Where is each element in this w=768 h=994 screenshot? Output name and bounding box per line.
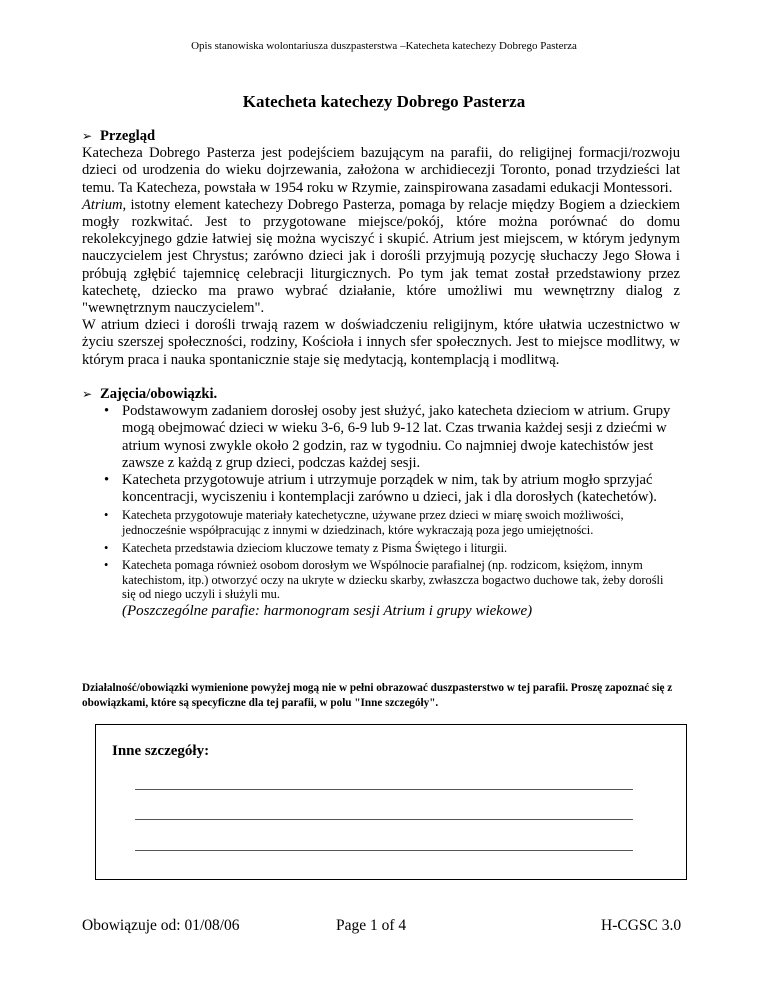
bullet-dot-icon: • — [104, 558, 109, 573]
duties-section — [82, 386, 680, 620]
duties-heading-label: Zajęcia/obowiązki. — [100, 386, 218, 402]
list-item: • Katecheta pomaga również osobom dorosłym we Wspólnocie parafialnej (np. rodzicom, księżom, innym katechistom, itp.) otworzyć oczy na ukryte w dziecku skarby, zwłaszcza bogactwo duchowe tak, żeby dorośli się od niego uczyli i służyli mu. — [104, 558, 664, 602]
running-header: Opis stanowiska wolontariusza duszpasterstwa –Katecheta katechezy Dobrego Pasterza — [191, 40, 577, 52]
list-item: • Katecheta przygotowuje materiały katechetyczne, używane przez dzieci w miarę swoich możliwości, jednocześnie współpracując z innymi w dziedzinach, które wykraczają poza jego umiejętności. — [104, 508, 624, 538]
overview-heading — [82, 128, 680, 145]
overview-paragraph-2 — [82, 197, 680, 317]
bullet-dot-icon: • — [104, 540, 109, 555]
duties-list — [82, 403, 680, 602]
details-line-1[interactable] — [135, 789, 633, 790]
bullet-dot-icon: • — [104, 403, 110, 420]
other-details-box — [95, 724, 687, 880]
list-item: • Katecheta przedstawia dzieciom kluczowe tematy z Pisma Świętego i liturgii. — [104, 540, 508, 555]
bullet-dot-icon: • — [104, 472, 110, 489]
footer-page-number: Page 1 of 4 — [336, 917, 407, 934]
other-details-label: Inne szczegóły: — [112, 743, 210, 759]
bullet-dot-icon: • — [104, 508, 109, 523]
list-item: • Podstawowym zadaniem dorosłej osoby jest służyć, jako katecheta dzieciom w atrium. Grupy mogą obejmować dzieci w wieku 3-6, 6-9 lub 9-12 lat. Czas trwania każdej sesji z dziećmi w atrium wynosi zwykle około 2 godzin, raz w tygodniu. Co najmniej dwoje katechistów jest zawsze z każdą z grup dzieci, podczas każdej sesji. — [104, 403, 671, 471]
page-title: Katecheta katechezy Dobrego Pasterza — [242, 92, 526, 111]
arrow-icon: ➢ — [82, 387, 93, 401]
details-line-2[interactable] — [135, 819, 633, 820]
footer-doc-code: H-CGSC 3.0 — [601, 917, 682, 934]
overview-section — [82, 128, 680, 369]
disclaimer-text: Działalność/obowiązki wymienione powyżej mogą nie w pełni obrazować duszpasterstwo w tej parafii. Proszę zapoznać się z obowiązkami, które są specyficzne dla tej parafii, w polu "Inne szczegóły". — [82, 682, 673, 709]
parish-schedule-note: (Poszczególne parafie: harmonogram sesji Atrium i grupy wiekowe) — [122, 602, 533, 619]
details-line-3[interactable] — [135, 850, 633, 851]
arrow-icon: ➢ — [82, 129, 93, 143]
atrium-term: Atrium — [82, 196, 123, 213]
footer-effective-date: Obowiązuje od: 01/08/06 — [82, 917, 240, 934]
overview-heading-label: Przegląd — [100, 128, 156, 144]
list-item: • Katecheta przygotowuje atrium i utrzymuje porządek w nim, tak by atrium mogło sprzyjać koncentracji, wyciszeniu i kontemplacji zarówno u dzieci, jak i dla dorosłych (katechetów). — [104, 472, 657, 506]
overview-paragraph-1: Katecheza Dobrego Pasterza jest podejściem bazującym na parafii, do religijnej formacji/rozwoju dzieci od urodzenia do wieku dojrzewania, założona w archidiecezji Toronto, ponad trzydzieści lat temu. Ta Katecheza, powstała w 1954 roku w Rzymie, zainspirowana zasadami edukacji Montessori. — [82, 145, 680, 196]
overview-paragraph-2-text: , istotny element katechezy Dobrego Pasterza, pomaga by relacje między Bogiem a dzieckiem mogły rozkwitać. Jest to przygotowane miejsce/pokój, które można porównać do domu rekolekcyjnego gdzie łatwiej się można wyciszyć i skupić. Atrium jest miejscem, w którym jedynym nauczycielem jest Chrystus; zarówno dzieci jak i dorośli przyjmują pozycję słuchaczy Jego Słowa i próbują zgłębić tajemnicę celebracji liturgicznych. Po tym jak temat został przedstawiony przez katechetę, dziecko ma prawo wybrać działanie, które umożliwi mu wewnętrzny dialog z "wewnętrznym nauczycielem". — [82, 196, 680, 317]
overview-paragraph-3: W atrium dzieci i dorośli trwają razem w doświadczeniu religijnym, które ułatwia uczestnictwo w życiu szerszej społeczności, rodziny, Kościoła i innych sfer społecznych. Jest to miejsce modlitwy, w którym praca i nauka spontanicznie staje się medytacją, kontemplacją i modlitwą. — [82, 317, 680, 368]
duties-heading — [82, 386, 680, 403]
